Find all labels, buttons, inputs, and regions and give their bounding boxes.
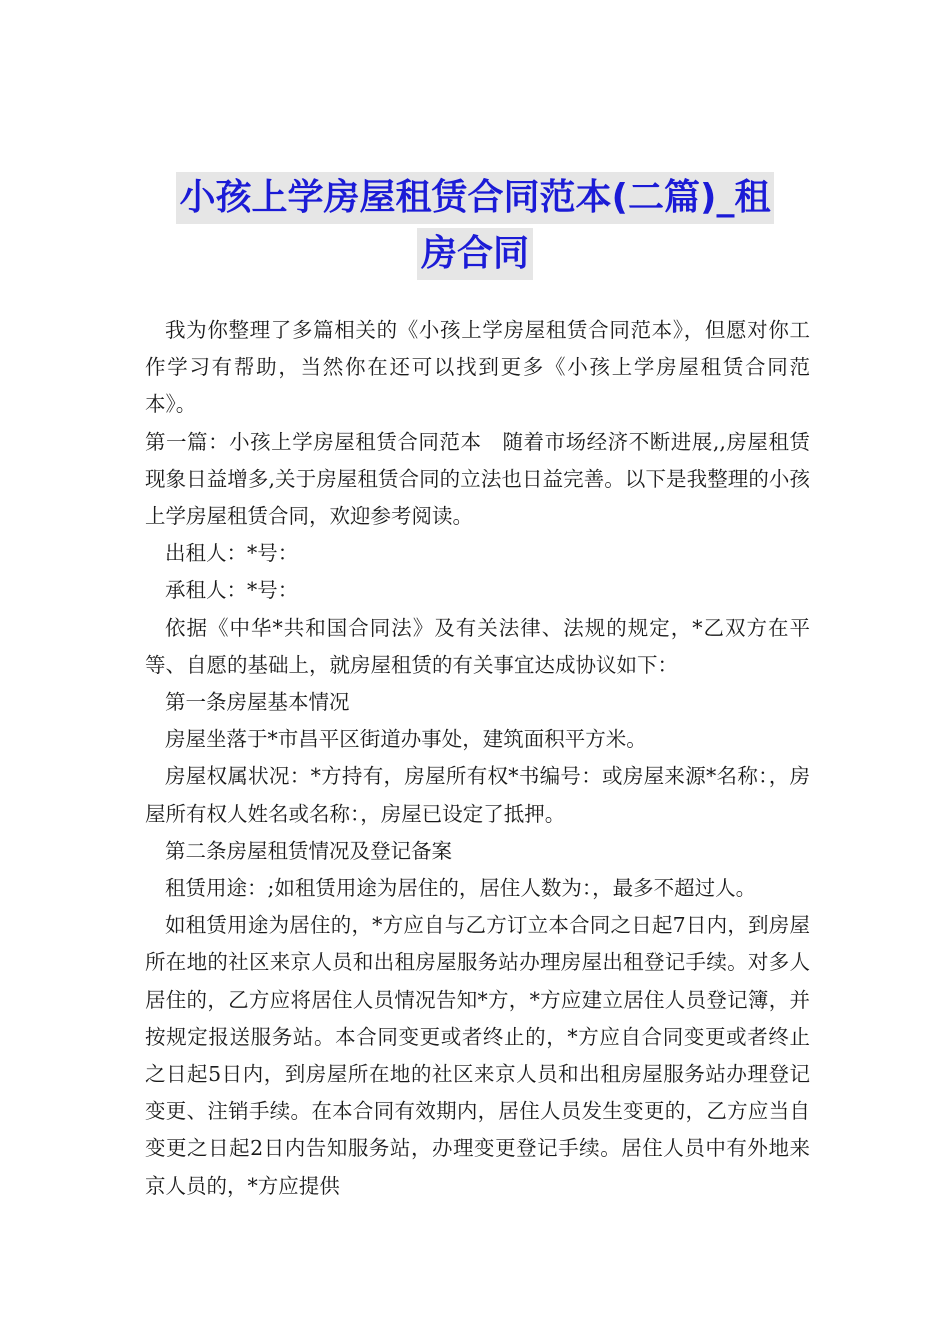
title-line-2: 房合同 xyxy=(417,228,533,280)
section-one-paragraph: 第一篇：小孩上学房屋租赁合同范本 随着市场经济不断进展,,房屋租赁现象日益增多,关于房屋租赁合同的立法也日益完善。以下是我整理的小孩上学房屋租赁合同，欢迎参考阅读。 xyxy=(145,429,810,529)
intro-paragraph: 我为你整理了多篇相关的《小孩上学房屋租赁合同范本》，但愿对你工作学习有帮助，当然你在还可以找到更多《小孩上学房屋租赁合同范本》。 xyxy=(145,318,810,417)
lessee-line: 承租人：*号： xyxy=(165,578,299,603)
article-two-heading: 第二条房屋租赁情况及登记备案 xyxy=(165,838,452,863)
document-title xyxy=(120,172,830,284)
document-body xyxy=(145,312,810,1205)
property-location-paragraph: 房屋坐落于*市昌平区街道办事处，建筑面积平方米。 xyxy=(165,727,647,752)
article-one-heading: 第一条房屋基本情况 xyxy=(165,690,350,715)
lease-purpose-paragraph: 租赁用途：;如租赁用途为居住的，居住人数为：，最多不超过人。 xyxy=(165,876,757,901)
ownership-paragraph: 房屋权属状况：*方持有，房屋所有权*书编号：或房屋来源*名称：，房屋所有权人姓名或名称：，房屋已设定了抵押。 xyxy=(145,764,810,826)
lessor-line: 出租人：*号： xyxy=(165,541,299,566)
registration-paragraph: 如租赁用途为居住的，*方应自与乙方订立本合同之日起7日内，到房屋所在地的社区来京人员和出租房屋服务站办理房屋出租登记手续。对多人居住的，乙方应将居住人员情况告知*方，*方应建立居住人员登记簿，并按规定报送服务站。本合同变更或者终止的，*方应自合同变更或者终止之日起5日内，到房屋所在地的社区来京人员和出租房屋服务站办理登记变更、注销手续。在本合同有效期内，居住人员发生变更的，乙方应当自变更之日起2日内告知服务站，办理变更登记手续。居住人员中有外地来京人员的，*方应提供 xyxy=(145,913,810,1198)
legal-basis-paragraph: 依据《中华*共和国合同法》及有关法律、法规的规定，*乙双方在平等、自愿的基础上，就房屋租赁的有关事宜达成协议如下： xyxy=(145,615,810,677)
title-line-1: 小孩上学房屋租赁合同范本(二篇)_租 xyxy=(176,172,775,224)
